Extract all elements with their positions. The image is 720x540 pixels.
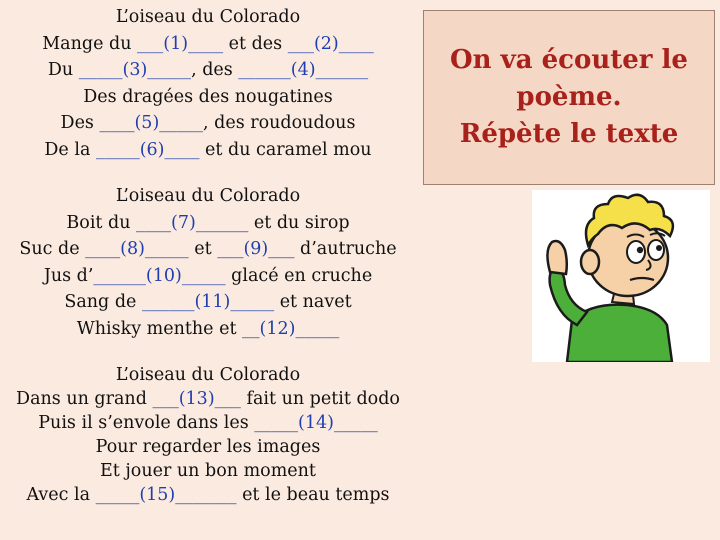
- poem-text: Pour regarder les images: [95, 437, 321, 457]
- poem-text: , des: [191, 60, 239, 80]
- poem-text: et du sirop: [248, 212, 350, 233]
- poem-line: [0, 363, 416, 387]
- poem-line: [0, 57, 416, 84]
- fill-in-blank: ______(11)_____: [141, 292, 275, 312]
- poem-line: [0, 137, 416, 164]
- poem-text: glacé en cruche: [225, 265, 373, 286]
- instruction-box: [423, 10, 715, 185]
- poem-text: d’autruche: [294, 239, 397, 259]
- fill-in-blank: _____(15)_______: [95, 485, 237, 505]
- poem-text: et navet: [274, 292, 352, 312]
- instruction-line: Répète le texte: [459, 119, 679, 149]
- cartoon-boy-illustration: [532, 190, 710, 362]
- poem-line: [0, 387, 416, 411]
- instruction-line: poème.: [516, 82, 622, 112]
- poem-text: , des roudoudous: [203, 113, 356, 133]
- poem-text: Et jouer un bon moment: [100, 461, 316, 481]
- poem-text: Boit du: [66, 212, 137, 233]
- poem-line: [0, 84, 416, 111]
- poem-text: et des: [223, 33, 288, 54]
- poem-line: [0, 263, 416, 290]
- poem-text: Avec la: [26, 485, 96, 505]
- poem-text: Mange du: [42, 33, 138, 54]
- poem-stanza-1: [0, 4, 416, 163]
- poem-text: Suc de: [19, 239, 86, 259]
- poem-text: Puis il s’envole dans les: [38, 413, 255, 433]
- poem-text: et du caramel mou: [199, 139, 372, 160]
- fill-in-blank: _____(14)_____: [254, 413, 378, 433]
- fill-in-blank: ___(1)____: [137, 33, 224, 54]
- poem-stanza-2: [0, 183, 416, 342]
- poem-text: Whisky menthe et: [76, 318, 243, 339]
- poem-text: et: [188, 239, 218, 259]
- fill-in-blank: ___(9)___: [217, 239, 295, 259]
- poem-line: [0, 411, 416, 435]
- poem-line: [0, 316, 416, 343]
- poem-text: Du: [47, 60, 79, 80]
- poem-line: [0, 31, 416, 58]
- fill-in-blank: ___(2)____: [287, 33, 374, 54]
- fill-in-blank: _____(3)_____: [78, 60, 192, 80]
- fill-in-blank: ____(7)______: [136, 212, 249, 233]
- poem-text: et le beau temps: [236, 485, 390, 505]
- poem-line: [0, 459, 416, 483]
- poem-line: [0, 435, 416, 459]
- poem-text: Des: [60, 113, 100, 133]
- fill-in-blank: _____(6)____: [95, 139, 200, 160]
- poem-text: L’oiseau du Colorado: [115, 186, 301, 206]
- poem-text: Des dragées des nougatines: [83, 86, 333, 107]
- fill-in-blank: ____(5)_____: [99, 113, 204, 133]
- poem-text: Jus d’: [43, 265, 94, 286]
- poem-line: [0, 483, 416, 507]
- poem-line: [0, 236, 416, 263]
- poem-line: [0, 183, 416, 210]
- poem-line: [0, 110, 416, 137]
- poem-text: L’oiseau du Colorado: [115, 365, 301, 385]
- poem-text: Dans un grand: [16, 389, 153, 409]
- poem-line: [0, 289, 416, 316]
- instruction-line: On va écouter le: [450, 45, 688, 75]
- fill-in-blank: ____(8)_____: [85, 239, 189, 259]
- fill-in-blank: ___(13)___: [152, 389, 241, 409]
- poem-text: De la: [44, 139, 96, 160]
- poem-text: fait un petit dodo: [240, 389, 400, 409]
- poem-line: [0, 210, 416, 237]
- fill-in-blank: __(12)_____: [242, 318, 340, 339]
- fill-in-blank: ______(4)______: [238, 60, 369, 80]
- poem-text: Sang de: [64, 292, 142, 312]
- fill-in-blank: ______(10)_____: [93, 265, 226, 286]
- poem-text: L’oiseau du Colorado: [115, 7, 301, 27]
- poem-stanza-3: [0, 363, 416, 507]
- poem-line: [0, 4, 416, 31]
